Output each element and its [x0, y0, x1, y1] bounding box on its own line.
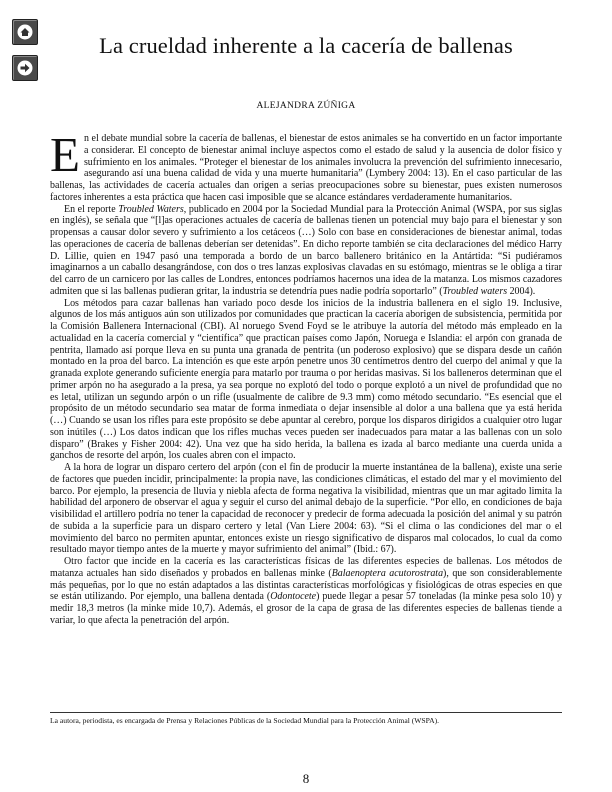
article-title: La crueldad inherente a la cacería de ballenas: [99, 33, 513, 58]
paragraph-3: Los métodos para cazar ballenas han variado poco desde los inicios de la industria ballenera en el siglo 19. Inclusive, algunos de los más antiguos aún son utilizados por comunidades que practican la cacería aborigen de subsistencia, permitida por la Comisión Ballenera Internacional (CBI). Al noruego Svend Foyd se le atribuye la autoría del método más empleado en la actualidad en la cacería comercial y “científica” que practican países como Japón, Noruega e Islandia: el arpón con granada de pentrita, llamado así porque lleva en su punta una granada de pentrita (un poderoso explosivo) que se dispara desde un cañón montado en la proa del barco. La intención es que este arpón penetre unos 30 centímetros dentro del cuerpo del animal y que la granada explote generando suficiente energía para matarlo por trauma o por heridas masivas. Si los balleneros determinan que el primer arpón no ha asegurado a la presa, ya sea porque no explotó del todo o porque explotó a un nivel de profundidad que no es letal, utilizan un segundo arpón o un rifle (usualmente de calibre de 9.3 mm) como método secundario. “Es esencial que el propósito de un método secundario sea matar de forma inmediata o dejar insensible al dolor a una ballena que ya está herida (…) Cuando se usan los rifles para este propósito se debe apuntar al cerebro, porque los disparos dirigidos a cualquier otro lugar son inútiles (…) Los datos indican que los rifles muchas veces pueden ser inadecuados para matar a las ballenas con un solo disparo” (Brakes y Fisher 2004: 42). Una vez que ha sido herida, la ballena es izada al barco mediante una cuerda unida a ganchos de resorte del arpón, los cuales abren con el impacto.: [50, 297, 562, 462]
article-body: [50, 127, 562, 627]
drop-cap: E: [50, 127, 80, 182]
page-number: 8: [302, 771, 310, 786]
paragraph-4: A la hora de lograr un disparo certero del arpón (con el fin de producir la muerte instantánea de la ballena), existe una serie de factores que pueden incidir, principalmente: la propia nave, las condiciones climáticas, el estado del mar y el movimiento del barco. Por ejemplo, la presencia de lluvia y niebla afecta de forma negativa la visibilidad, mientras que un mar agitado limita la habilidad del arponero de observar el agua y seguir el curso del animal debajo de la superficie. “Por ello, en condiciones de baja visibilidad el artillero podría no tener la capacidad de reconocer y predecir de forma adecuada la posición del animal y su patrón de subida a la superficie para un disparo certero y letal (Van Liere 2004: 63). “Si el clima o las condiciones del mar o el movimiento del barco no permiten apuntar, entonces existe un riesgo significativo de disparos mal colocados, lo cual da como resultado mayor tiempo antes de la muerte y mayor sufrimiento del animal” (Ibid.: 67).: [50, 462, 562, 556]
paragraph-2: En el reporte Troubled Waters, publicado en 2004 por la Sociedad Mundial para la Protección Animal (WSPA, por sus siglas en inglés), se señala que “[l]as operaciones actuales de cacería de ballenas tienen un potencial muy bajo para el bienestar y son propensas a causar dolor severo y sufrimiento a los cetáceos (…) Solo con base en consideraciones de bienestar animal, todas las operaciones de cacería de ballenas deberían ser detenidas”. En dicho reporte también se cita declaraciones del médico Harry D. Lillie, quien en 1947 pasó una temporada a bordo de un barco ballenero británico en la Antártida: “Si pudiéramos imaginarnos a un caballo desangrándose, con dos o tres lanzas explosivas clavadas en su estómago, mientras se le obliga a tirar del carro de un carnicero por las calles de Londres, entonces podríamos hacernos una idea de la matanza. Los mismos cazadores admiten que si las ballenas pudieran gritar, la industria se detendría pues nadie podría soportarlo” (Troubled waters 2004).: [50, 203, 562, 297]
paragraph-1: En el debate mundial sobre la cacería de ballenas, el bienestar de estos animales se ha convertido en un factor importante a considerar. El concepto de bienestar animal incluye aspectos como el estado de salud y la ausencia de dolor físico y sufrimiento en los animales. “Proteger el bienestar de los animales involucra la prevención del sufrimiento innecesario, asegurando así una buena calidad de vida y una muerte humanitaria” (Lymbery 2004: 13). En el caso particular de las ballenas, las actividades de cacería actuales dan origen a serias preocupaciones sobre su bienestar, pues existen numerosos factores inherentes a esta práctica que hacen casi imposible que se alcance estándares verdaderamente humanitarios.: [50, 127, 562, 203]
footnote-divider: [50, 712, 562, 713]
italic-species-name: Odontocete: [270, 591, 317, 603]
italic-species-name: Balaenoptera acutorostrata: [331, 567, 444, 579]
italic-source-title: Troubled waters: [442, 285, 508, 297]
paragraph-5: Otro factor que incide en la cacería es las características físicas de las diferentes especies de ballenas. Los métodos de matanza actuales han sido diseñados y probados en ballenas minke (Balaenoptera acutorostrata), que son considerablemente más pequeñas, por lo que no están adaptados a las distintas características morfológicas y fisiológicas de otras especies en que se están utilizando. Por ejemplo, una ballena dentada (Odontocete) puede llegar a pesar 57 toneladas (la minke pesa solo 10) y medir 18,3 metros (la minke mide 10,7). Además, el grosor de la capa de grasa de las diferentes especies de ballenas tiende a variar, lo que afecta la penetración del arpón.: [50, 556, 562, 626]
italic-source-title: Troubled Waters: [118, 203, 184, 215]
next-page-arrow-icon: [17, 60, 33, 76]
author-name: ALEJANDRA ZÚÑIGA: [256, 101, 356, 111]
author-footnote: La autora, periodista, es encargada de Prensa y Relaciones Públicas de la Sociedad Mundial para la Protección Animal (WSPA).: [50, 716, 440, 725]
